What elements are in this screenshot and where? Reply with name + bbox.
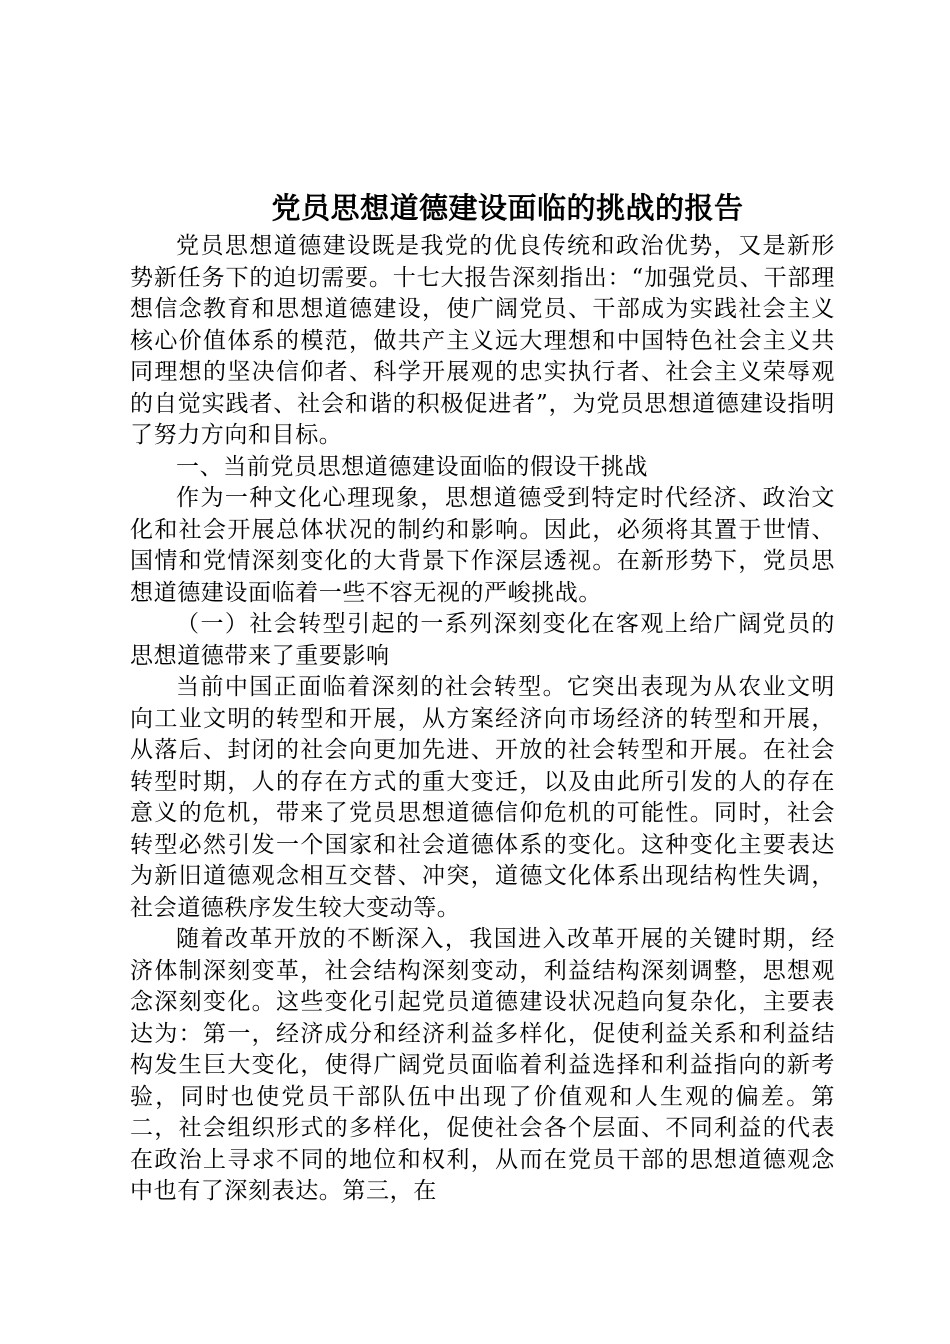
intro-paragraph: 党员思想道德建设既是我党的优良传统和政治优势，又是新形势新任务下的迫切需要。十七大报告深刻指出：“加强党员、干部理想信念教育和思想道德建设，使广阔党员、干部成为实践社会主义核心价值体系的模范，做共产主义远大理想和中国特色社会主义共同理想的坚决信仰者、科学开展观的忠实执行者、社会主义荣辱观的自觉实践者、社会和谐的积极促进者”，为党员思想道德建设指明了努力方向和目标。 — [130, 233, 835, 448]
document-title: 党员思想道德建设面临的挑战的报告 — [271, 191, 744, 225]
section-heading-1: 一、当前党员思想道德建设面临的假设干挑战 — [176, 453, 648, 480]
reform-paragraph: 随着改革开放的不断深入，我国进入改革开展的关键时期，经济体制深刻变革，社会结构深刻变动，利益结构深刻调整，思想观念深刻变化。这些变化引起党员道德建设状况趋向复杂化，主要表达为：第一，经济成分和经济利益多样化，促使利益关系和利益结构发生巨大变化，使得广阔党员面临着利益选择和利益指向的新考验，同时也使党员干部队伍中出现了价值观和人生观的偏差。第二，社会组织形式的多样化，促使社会各个层面、不同利益的代表在政治上寻求不同的地位和权利，从而在党员干部的思想道德观念中也有了深刻表达。第三，在 — [130, 926, 835, 1204]
section-1-paragraph: 作为一种文化心理现象，思想道德受到特定时代经济、政治文化和社会开展总体状况的制约和影响。因此，必须将其置于世情、国情和党情深刻变化的大背景下作深层透视。在新形势下，党员思想道德建设面临着一些不容无视的严峻挑战。 — [130, 485, 835, 606]
social-transition-paragraph: 当前中国正面临着深刻的社会转型。它突出表现为从农业文明向工业文明的转型和开展，从方案经济向市场经济的转型和开展，从落后、封闭的社会向更加先进、开放的社会转型和开展。在社会转型时期，人的存在方式的重大变迁，以及由此所引发的人的存在意义的危机，带来了党员思想道德信仰危机的可能性。同时，社会转型必然引发一个国家和社会道德体系的变化。这种变化主要表达为新旧道德观念相互交替、冲突，道德文化体系出现结构性失调，社会道德秩序发生较大变动等。 — [130, 674, 835, 921]
document-page — [130, 185, 835, 1208]
subsection-heading-1: （一）社会转型引起的一系列深刻变化在客观上给广阔党员的思想道德带来了重要影响 — [130, 611, 835, 669]
